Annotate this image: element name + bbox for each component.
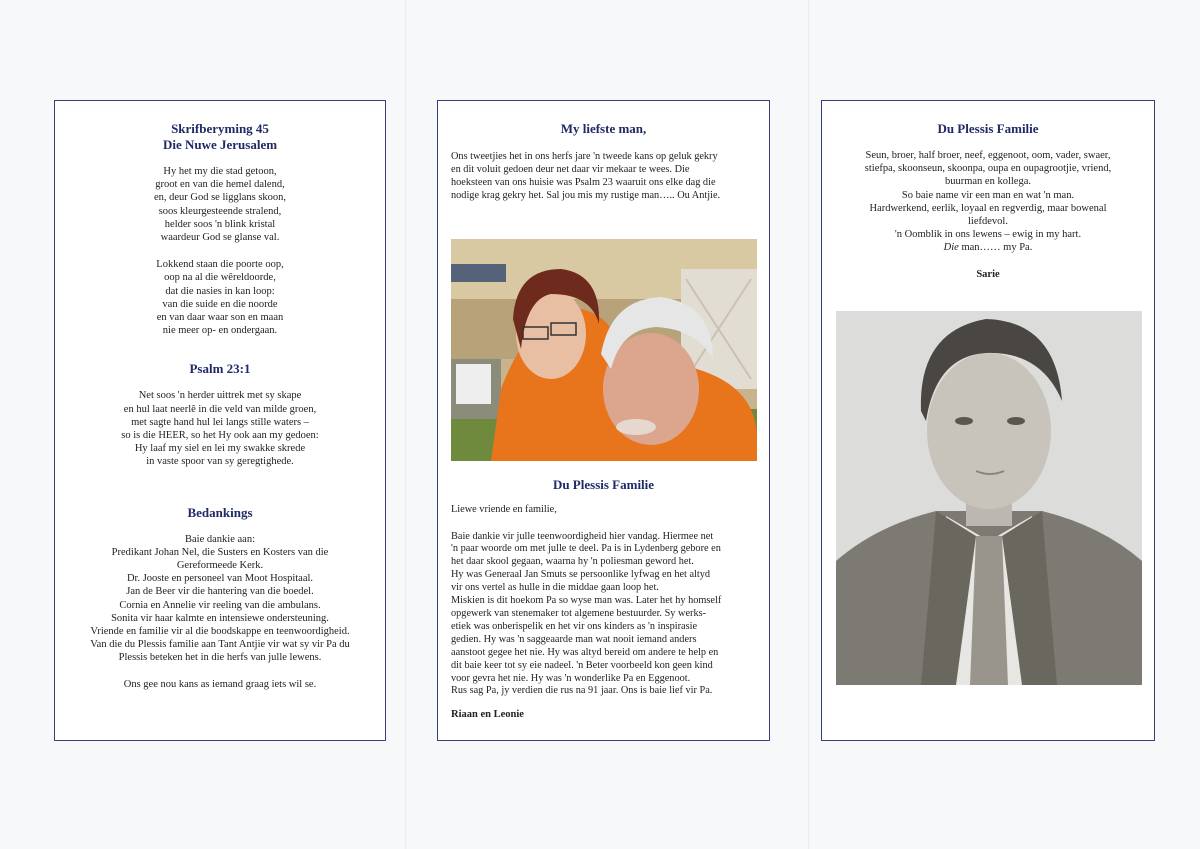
letter-text bbox=[451, 151, 756, 203]
letter-line: nodige krag gekry het. Sal jou mis my rustige man….. Ou Antjie. bbox=[451, 189, 721, 201]
tribute-text bbox=[451, 531, 756, 699]
tribute-line: het daar skool gegaan, waarna hy 'n poliesman geword het. bbox=[451, 556, 694, 568]
die-rest: man…… my Pa. bbox=[958, 242, 1033, 254]
tribute-line: Miskien is dit hoekom Pa so wyse man was. Later het hy homself bbox=[451, 595, 722, 607]
psalm-line: Net soos 'n herder uittrek met sy skape bbox=[138, 390, 302, 402]
thanks-line: Plessis beteken het in die herfs van julle lewens. bbox=[118, 652, 322, 664]
family-title: Du Plessis Familie bbox=[552, 476, 655, 492]
letter-title: My liefste man, bbox=[560, 121, 647, 136]
left-panel bbox=[54, 100, 386, 741]
fold-line-left bbox=[405, 0, 407, 849]
thanks-line: Vriende en familie vir al die boodskappe en teenwoordigheid. bbox=[90, 626, 350, 638]
tribute-line: Hy was Generaal Jan Smuts se persoonlike lyfwag en het altyd bbox=[451, 569, 711, 581]
letter-line: Ons tweetjies het in ons herfs jare 'n tweede kans op geluk gekry bbox=[451, 151, 718, 162]
tribute-line: Rus sag Pa, jy verdien die rus na 91 jaar. Ons is baie lief vir Pa. bbox=[451, 685, 713, 697]
middle-panel bbox=[437, 100, 770, 741]
verse-line: en van daar waar son en maan bbox=[156, 312, 284, 324]
right-line: So baie name vir een man en wat 'n man. bbox=[901, 189, 1075, 201]
psalm-line: en hul laat neerlê in die veld van milde groen, bbox=[123, 403, 317, 415]
letter-line: en dit voluit gedoen deur net daar vir mekaar te wees. Die bbox=[451, 163, 690, 175]
psalm-text bbox=[55, 389, 385, 468]
verse-line: oop na al die wêreldoorde, bbox=[164, 272, 276, 284]
thanks-line: Van die du Plessis familie aan Tant Antjie vir wat sy vir Pa du bbox=[90, 639, 350, 651]
closing-line: Ons gee nou kans as iemand graag iets wil se. bbox=[123, 678, 317, 690]
hymn-title: Skrifberyming 45 bbox=[171, 121, 269, 136]
thanks-text bbox=[55, 533, 385, 665]
die-word: Die bbox=[943, 242, 959, 254]
tribute-line: dit baie keer tot sy eie nadeel. 'n Beter voorbeeld kon geen kind bbox=[451, 659, 713, 671]
tribute-line: opgewerk van stenemaker tot algemene bestuurder. Sy werks- bbox=[451, 607, 707, 619]
thanks-line: Baie dankie aan: bbox=[185, 533, 255, 545]
hymn-stanza-2 bbox=[55, 258, 385, 337]
right-line: stiefpa, skoonseun, skoonpa, oupa en oupagrootjie, vriend, bbox=[864, 163, 1112, 175]
tribute-line: Baie dankie vir julle teenwoordigheid hier vandag. Hiermee net bbox=[451, 530, 714, 542]
psalm-title: Psalm 23:1 bbox=[189, 361, 251, 377]
verse-line: waardeur God se glanse val. bbox=[160, 232, 280, 244]
verse-line: groot en van die hemel dalend, bbox=[155, 179, 285, 191]
greeting: Liewe vriende en familie, bbox=[451, 503, 557, 515]
thanks-line: Jan de Beer vir die hantering van die boedel. bbox=[126, 586, 314, 598]
verse-line: dat die nasies in kan loop: bbox=[165, 285, 275, 297]
portrait-photo bbox=[836, 311, 1142, 685]
right-family-title: Du Plessis Familie bbox=[937, 121, 1039, 136]
psalm-line: so is die HEER, so het Hy ook aan my gedoen: bbox=[121, 430, 319, 442]
verse-line: Lokkend staan die poorte oop, bbox=[156, 259, 284, 271]
tribute-line: vir ons vertel as hulle in die middae gaan loop het. bbox=[451, 582, 659, 594]
right-line: liefdevol. bbox=[968, 216, 1008, 228]
thanks-line: Predikant Johan Nel, die Susters en Kosters van die bbox=[111, 546, 329, 558]
tribute-line: gedien. Hy was 'n saggeaarde man wat nooit iemand anders bbox=[451, 633, 697, 645]
right-line-die bbox=[822, 241, 1154, 254]
tribute-line: voor gevra het nie. Hy was 'n wonderlike Pa en Eggenoot. bbox=[451, 672, 691, 684]
right-line: 'n Oomblik in ons lewens – ewig in my hart. bbox=[894, 229, 1082, 241]
right-text bbox=[822, 149, 1154, 255]
thanks-line: Cornia en Annelie vir reeling van die ambulans. bbox=[119, 599, 321, 611]
right-line: Seun, broer, half broer, neef, eggenoot, oom, vader, swaer, bbox=[865, 150, 1111, 161]
right-panel bbox=[821, 100, 1155, 741]
right-line: Hardwerkend, eerlik, loyaal en regverdig, maar bowenal bbox=[869, 202, 1107, 214]
verse-line: van die suide en die noorde bbox=[162, 298, 278, 310]
verse-line: nie meer op- en ondergaan. bbox=[162, 325, 278, 337]
right-line: buurman en kollega. bbox=[944, 176, 1031, 188]
thanks-title: Bedankings bbox=[187, 504, 253, 520]
hymn-subtitle: Die Nuwe Jerusalem bbox=[162, 137, 278, 152]
psalm-line: Hy laaf my siel en lei my swakke skrede bbox=[134, 443, 306, 455]
tribute-line: aanstoot gegee het nie. Hy was altyd bereid om andere te help en bbox=[451, 646, 719, 658]
right-signature: Sarie bbox=[976, 268, 1000, 280]
psalm-line: met sagte hand hul lei langs stille waters – bbox=[131, 416, 309, 428]
verse-line: soos kleurgesteende stralend, bbox=[158, 205, 282, 217]
thanks-line: Dr. Jooste en personeel van Moot Hospitaal. bbox=[126, 573, 314, 585]
hymn-stanza-1 bbox=[55, 165, 385, 244]
letter-line: hoeksteen van ons huisie was Psalm 23 waaruit ons elke dag die bbox=[451, 176, 716, 188]
fold-line-right bbox=[808, 0, 810, 849]
tribute-line: etiek was onberispelik en het vir ons kinders as 'n inspirasie bbox=[451, 620, 698, 632]
couple-photo bbox=[451, 239, 757, 461]
signature: Riaan en Leonie bbox=[451, 709, 524, 721]
thanks-line: Sonita vir haar kalmte en intensiewe ondersteuning. bbox=[111, 612, 329, 624]
verse-line: helder soos 'n blink kristal bbox=[164, 218, 276, 230]
thanks-line: Gereformeede Kerk. bbox=[176, 560, 264, 572]
psalm-line: in vaste spoor van sy geregtighede. bbox=[146, 456, 294, 468]
verse-line: Hy het my die stad getoon, bbox=[163, 166, 277, 177]
verse-line: en, deur God se ligglans skoon, bbox=[153, 192, 287, 204]
tribute-line: 'n paar woorde om met julle te deel. Pa is in Lydenberg gebore en bbox=[451, 543, 721, 555]
